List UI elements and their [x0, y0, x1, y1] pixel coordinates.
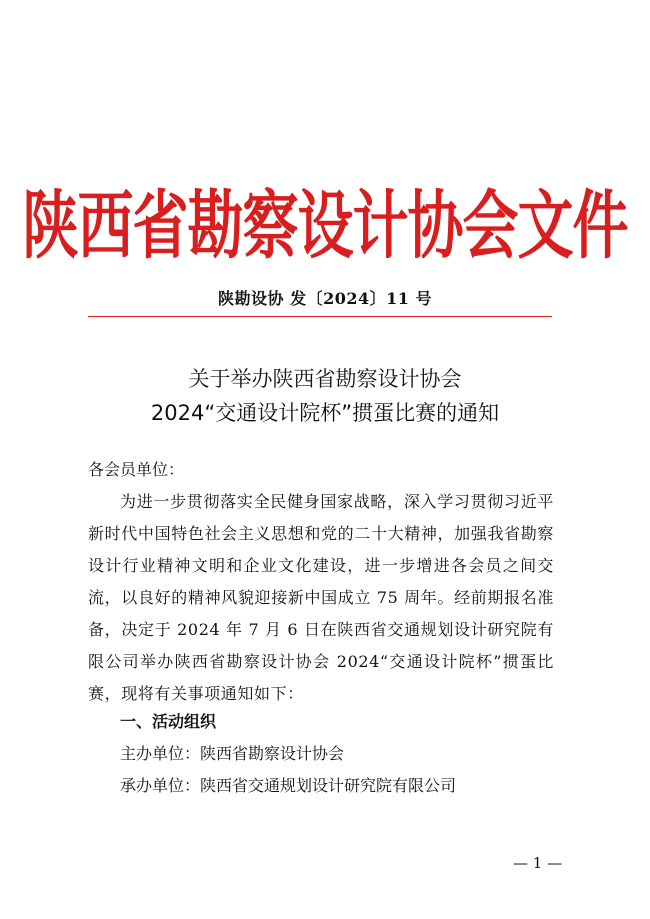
notice-title [0, 362, 650, 430]
section-heading-activity-organization: 一、活动组织 [120, 712, 217, 731]
red-divider-line [88, 316, 552, 317]
document-header-title: 陕西省勘察设计协会文件 [22, 182, 628, 270]
salutation: 各会员单位： [88, 460, 185, 479]
notice-title-line1: 关于举办陕西省勘察设计协会 [188, 367, 462, 391]
host-line: 承办单位：陕西省交通规划设计研究院有限公司 [120, 776, 457, 795]
organizer-line: 主办单位：陕西省勘察设计协会 [120, 744, 345, 763]
page-number: — 1 — [513, 854, 563, 872]
body-paragraph: 为进一步贯彻落实全民健身国家战略，深入学习贯彻习近平新时代中国特色社会主义思想和党的二十大精神，加强我省勘察设计行业精神文明和企业文化建设，进一步增进各会员之间交流，以良好的精神风貌迎接新中国成立 75 周年。经前期报名准备，决定于 2024 年 7 月 6 日在陕西省交通规划设计研究院有限公司举办陕西省勘察设计协会 2024“交通设计院杯”掼蛋比赛，现将有关事项通知如下： [88, 492, 554, 703]
document-number: 陕勘设协 发〔2024〕11 号 [218, 289, 432, 308]
notice-title-line2: 2024“交通设计院杯”掼蛋比赛的通知 [150, 401, 500, 425]
